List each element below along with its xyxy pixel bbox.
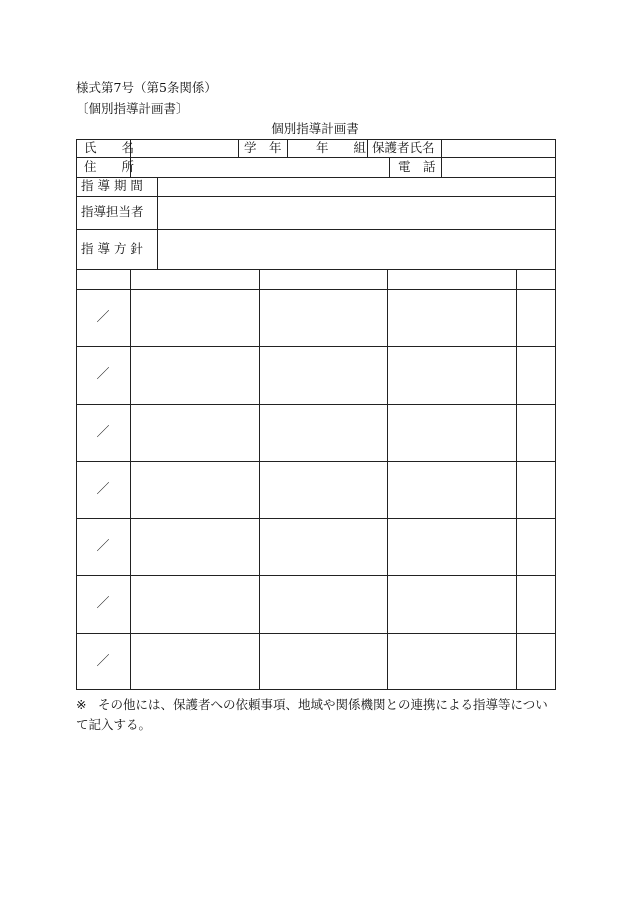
- grade-label: 学 年: [244, 140, 282, 155]
- name-label: 氏 名: [84, 140, 135, 155]
- schedule-col-divider: [259, 269, 260, 690]
- date-slash: ／: [96, 425, 110, 440]
- info-row-divider: [76, 229, 556, 230]
- date-slash: ／: [96, 539, 110, 554]
- schedule-col-divider: [387, 269, 388, 690]
- schedule-col-divider: [516, 269, 517, 690]
- footnote: [76, 695, 556, 735]
- document-title: 個別指導計画書: [271, 121, 359, 136]
- schedule-row-divider: [76, 633, 556, 634]
- note-text: その他には、保護者への依頼事項、地域や関係機関との連携による指導等について記入する。: [76, 697, 548, 732]
- form-number: 様式第7号（第5条関係）: [76, 80, 217, 95]
- teacher-label: 指導担当者: [81, 204, 144, 219]
- info-col-divider: [157, 177, 158, 270]
- schedule-col-divider: [130, 269, 131, 690]
- guardian-name-label: 保護者氏名: [372, 140, 435, 155]
- schedule-row-divider: [76, 346, 556, 347]
- date-slash: ／: [96, 654, 110, 669]
- info-col-divider: [389, 157, 390, 177]
- info-table: [76, 139, 556, 270]
- schedule-table: [76, 269, 556, 690]
- date-slash: ／: [96, 310, 110, 325]
- info-col-divider: [367, 139, 368, 157]
- date-slash: ／: [96, 367, 110, 382]
- info-row-divider: [76, 157, 556, 158]
- info-col-divider: [441, 139, 442, 177]
- date-slash: ／: [96, 596, 110, 611]
- schedule-row-divider: [76, 404, 556, 405]
- date-slash: ／: [96, 482, 110, 497]
- schedule-row-divider: [76, 518, 556, 519]
- info-col-divider: [287, 139, 288, 157]
- info-col-divider: [238, 139, 239, 157]
- policy-label: 指 導 方 針: [81, 241, 143, 256]
- period-label: 指 導 期 間: [81, 178, 143, 193]
- schedule-row-divider: [76, 461, 556, 462]
- note-mark: ※: [76, 697, 87, 712]
- info-row-divider: [76, 196, 556, 197]
- schedule-header-divider: [76, 289, 556, 290]
- document-subtitle: 〔個別指導計画書〕: [76, 101, 189, 116]
- address-label: 住 所: [84, 159, 135, 174]
- schedule-row-divider: [76, 575, 556, 576]
- class-label: 年 組: [316, 140, 367, 155]
- phone-label: 電 話: [398, 159, 436, 174]
- info-row-divider: [76, 177, 556, 178]
